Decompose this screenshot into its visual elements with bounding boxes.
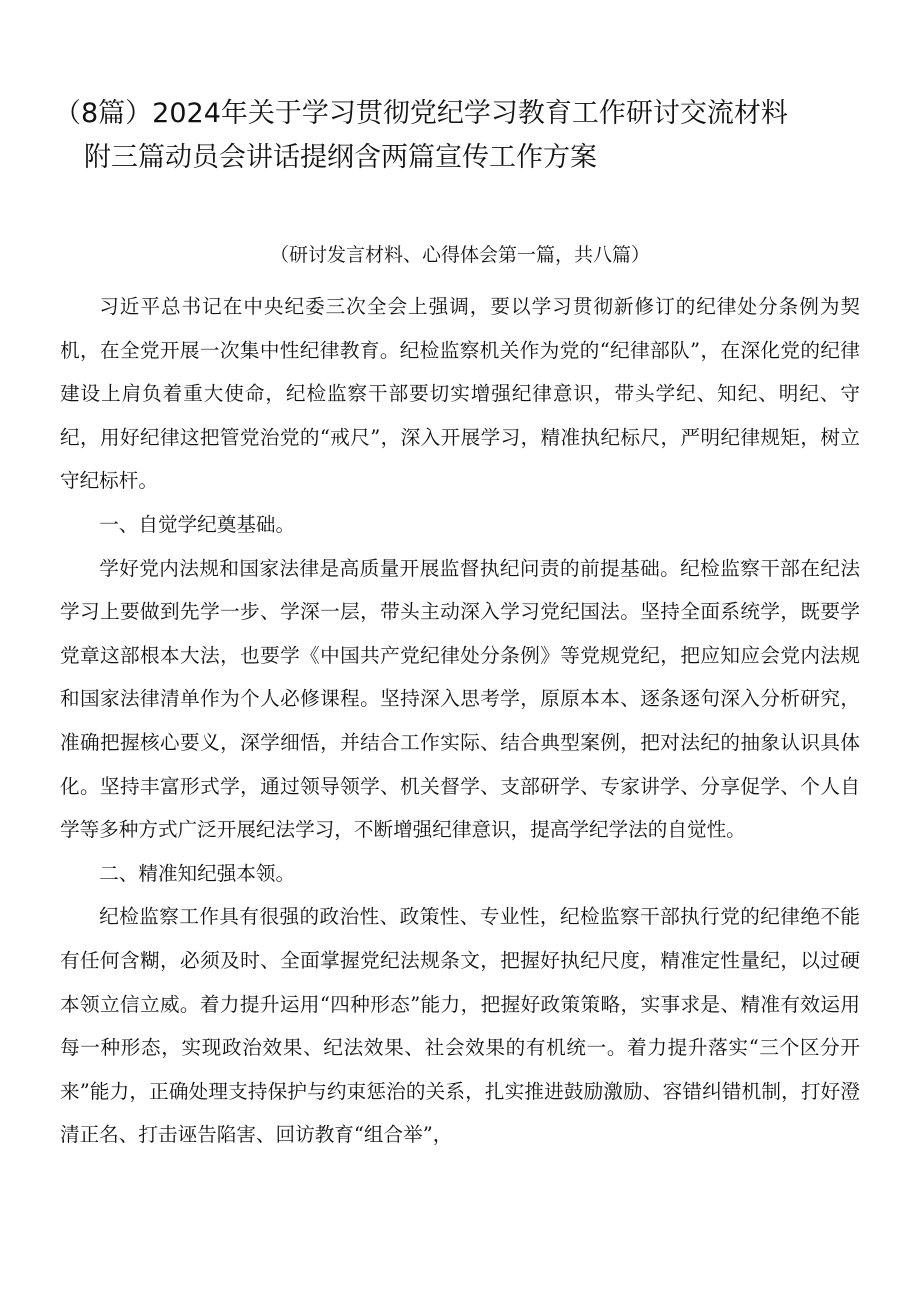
paragraph-intro: 习近平总书记在中央纪委三次全会上强调，要以学习贯彻新修订的纪律处分条例为契机，在全党开展一次集中性纪律教育。纪检监察机关作为党的“纪律部队”，在深化党的纪律建设上肩负着重大使命，纪检监察干部要切实增强纪律意识，带头学纪、知纪、明纪、守纪，用好纪律这把管党治党的“戒尺”，深入开展学习，精准执纪标尺，严明纪律规矩，树立守纪标杆。 xyxy=(60,295,860,493)
document-subtitle: （研讨发言材料、心得体会第一篇，共八篇） xyxy=(269,244,650,266)
title-line-1: （8篇）2024年关于学习贯彻党纪学习教育工作研讨交流材料 xyxy=(54,98,788,129)
paragraph-section-1: 学好党内法规和国家法律是高质量开展监督执纪问责的前提基础。纪检监察干部在纪法学习上要做到先学一步、学深一层，带头主动深入学习党纪国法。坚持全面系统学，既要学党章这部根本大法，也要学《中国共产党纪律处分条例》等党规党纪，把应知应会党内法规和国家法律清单作为个人必修课程。坚持深入思考学，原原本本、逐条逐句深入分析研究，准确把握核心要义，深学细悟，并结合工作实际、结合典型案例，把对法纪的抽象认识具体化。坚持丰富形式学，通过领导领学、机关督学、支部研学、专家讲学、分享促学、个人自学等多种方式广泛开展纪法学习，不断增强纪律意识，提高学纪学法的自觉性。 xyxy=(60,556,860,842)
document-title xyxy=(54,92,874,180)
paragraph-section-2: 纪检监察工作具有很强的政治性、政策性、专业性，纪检监察干部执行党的纪律绝不能有任何含糊，必须及时、全面掌握党纪法规条文，把握好执纪尺度，精准定性量纪，以过硬本领立信立威。着力提升运用“四种形态”能力，把握好政策策略，实事求是、精准有效运用每一种形态，实现政治效果、纪法效果、社会效果的有机统一。着力提升落实“三个区分开来”能力，正确处理支持保护与约束惩治的关系，扎实推进鼓励激励、容错纠错机制，打好澄清正名、打击诬告陷害、回访教育“组合举”， xyxy=(60,905,860,1147)
document-body xyxy=(60,285,860,1157)
section-heading-2: 二、精准知纪强本领。 xyxy=(99,861,296,885)
section-heading-1: 一、自觉学纪奠基础。 xyxy=(99,512,296,536)
title-line-2: 附三篇动员会讲话提纲含两篇宣传工作方案 xyxy=(84,142,597,173)
